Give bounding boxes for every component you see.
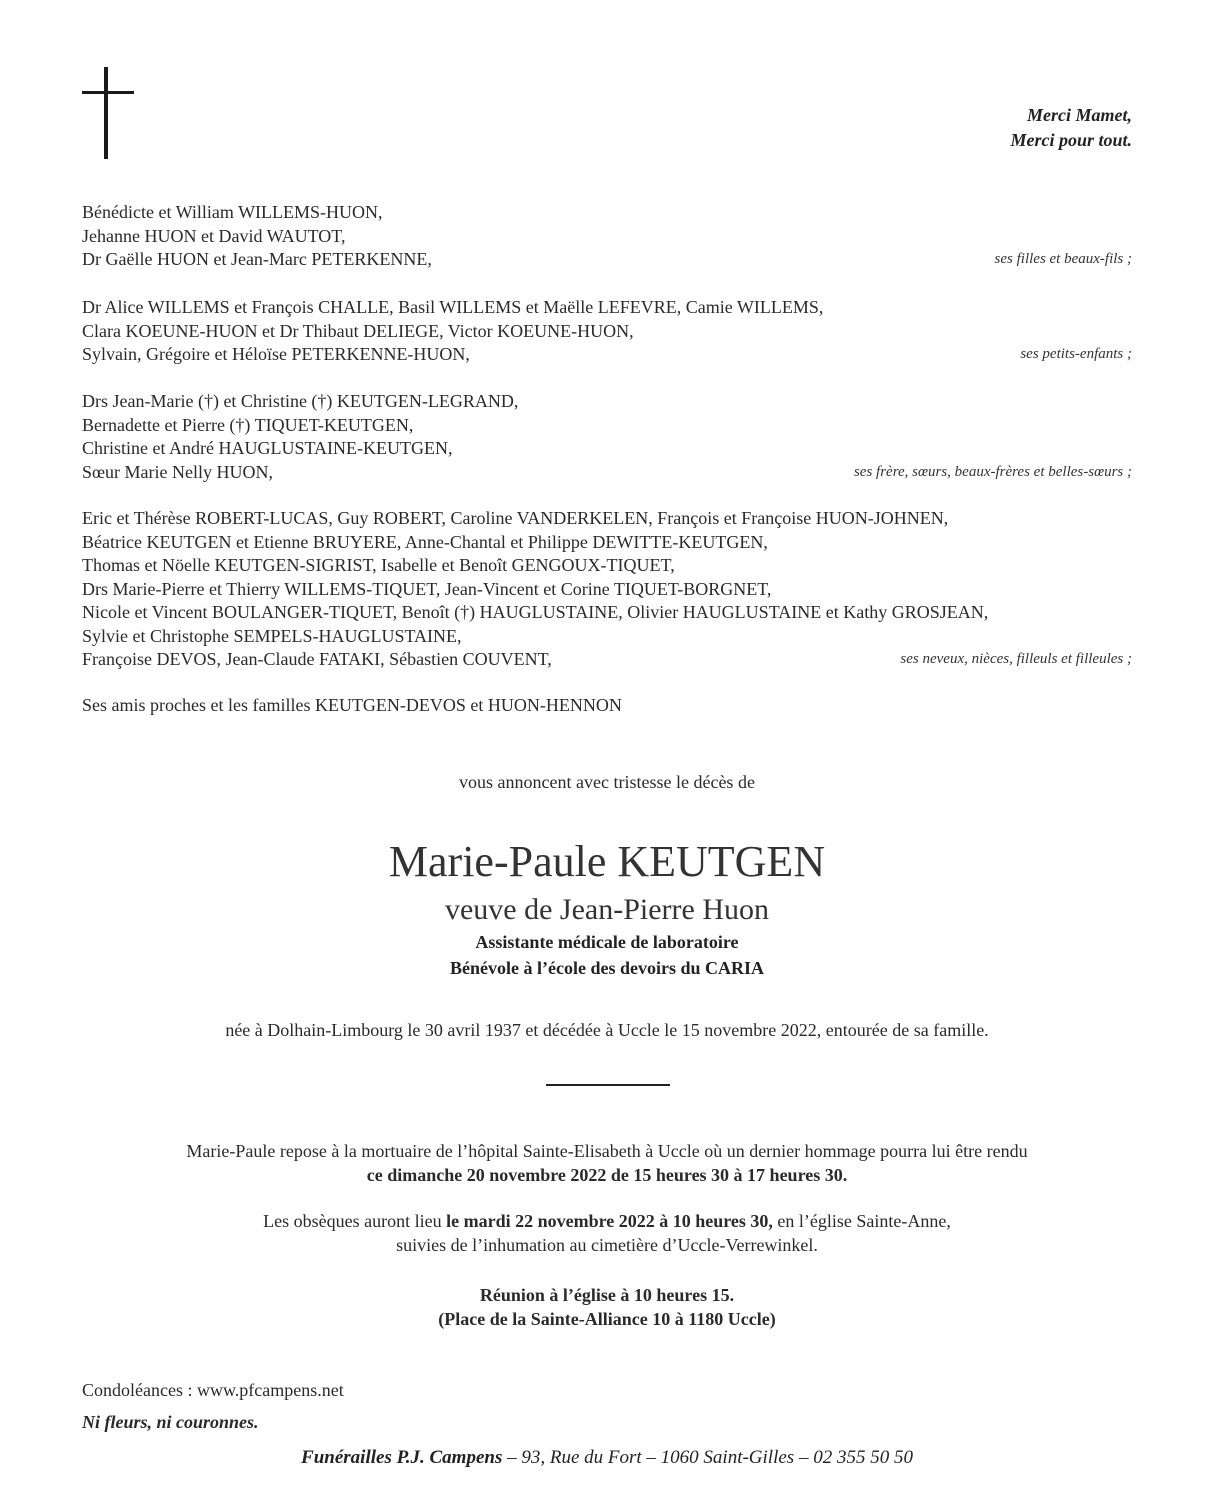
hommage-line-2: ce dimanche 20 novembre 2022 de 15 heures 30 à 17 heures 30.: [366, 1165, 848, 1185]
funeral-date: le mardi 22 novembre 2022 à 10 heures 30,: [446, 1211, 773, 1231]
family-line: Sylvie et Christophe SEMPELS-HAUGLUSTAINE,: [82, 625, 462, 646]
family-line: Françoise DEVOS, Jean-Claude FATAKI, Sébastien COUVENT,: [82, 649, 552, 669]
family-line: Eric et Thérèse ROBERT-LUCAS, Guy ROBERT, Caroline VANDERKELEN, François et Françoise HUON-JOHNEN,: [82, 508, 949, 528]
family-line: Bernadette et Pierre (†) TIQUET-KEUTGEN,: [82, 414, 414, 435]
announcement: vous annoncent avec tristesse le décès de: [459, 772, 755, 792]
funeral-home-address: – 93, Rue du Fort – 1060 Saint-Gilles – 02 355 50 50: [502, 1447, 913, 1468]
merci-line-2: Merci pour tout.: [1010, 130, 1132, 150]
birth-death-line: née à Dolhain-Limbourg le 30 avril 1937 et décédée à Uccle le 15 novembre 2022, entourée de sa famille.: [225, 1020, 989, 1040]
family-line: Bénédicte et William WILLEMS-HUON,: [82, 202, 383, 222]
family-line: Jehanne HUON et David WAUTOT,: [82, 225, 346, 246]
widow-of: veuve de Jean-Pierre Huon: [444, 893, 770, 926]
family-role: ses neveux, nièces, filleuls et filleules ;: [900, 651, 1132, 667]
funeral-prefix: Les obsèques auront lieu: [263, 1211, 447, 1231]
funeral-home-name: Funérailles P.J. Campens: [301, 1447, 503, 1468]
meeting-line-1: Réunion à l’église à 10 heures 15.: [479, 1285, 735, 1305]
funeral-line-1: [0, 1209, 1214, 1233]
family-line: Drs Jean-Marie (†) et Christine (†) KEUTGEN-LEGRAND,: [82, 391, 519, 411]
family-line: Dr Alice WILLEMS et François CHALLE, Basil WILLEMS et Maëlle LEFEVRE, Camie WILLEMS,: [82, 297, 824, 317]
family-group-siblings: [82, 390, 1132, 484]
meeting-paragraph: [0, 1283, 1214, 1331]
family-line: Nicole et Vincent BOULANGER-TIQUET, Benoît (†) HAUGLUSTAINE, Olivier HAUGLUSTAINE et Kathy GROSJEAN,: [82, 602, 989, 622]
family-line: Sœur Marie Nelly HUON,: [82, 461, 273, 482]
family-group-nephews: [82, 507, 1132, 672]
family-group-friends: [82, 694, 1132, 718]
no-flowers-note: Ni fleurs, ni couronnes.: [82, 1412, 259, 1432]
family-group-grandchildren: [82, 296, 1132, 367]
family-line: Clara KOEUNE-HUON et Dr Thibaut DELIEGE, Victor KOEUNE-HUON,: [82, 320, 634, 341]
occupation-1: Assistante médicale de laboratoire: [475, 932, 739, 952]
divider: [546, 1084, 670, 1086]
funeral-home-footer: [0, 1447, 1214, 1469]
family-line: Drs Marie-Pierre et Thierry WILLEMS-TIQUET, Jean-Vincent et Corine TIQUET-BORGNET,: [82, 578, 772, 599]
condolences-line: Condoléances : www.pfcampens.net: [82, 1380, 344, 1400]
funeral-suffix: en l’église Sainte-Anne,: [772, 1211, 951, 1231]
family-group-daughters: [82, 201, 1132, 272]
deceased-name: Marie-Paule KEUTGEN: [388, 837, 826, 886]
hommage-line-1: Marie-Paule repose à la mortuaire de l’hôpital Sainte-Elisabeth à Uccle où un dernier hommage pourra lui être rendu: [186, 1141, 1028, 1161]
family-role: ses petits-enfants ;: [1020, 346, 1132, 362]
family-line: Béatrice KEUTGEN et Etienne BRUYERE, Anne-Chantal et Philippe DEWITTE-KEUTGEN,: [82, 531, 768, 552]
funeral-line-2: suivies de l’inhumation au cimetière d’Uccle-Verrewinkel.: [396, 1235, 818, 1255]
funeral-paragraph: [0, 1209, 1214, 1257]
family-line: Thomas et Nöelle KEUTGEN-SIGRIST, Isabelle et Benoît GENGOUX-TIQUET,: [82, 555, 675, 575]
family-line: Christine et André HAUGLUSTAINE-KEUTGEN,: [82, 438, 453, 458]
merci-note: [1010, 103, 1132, 153]
meeting-line-2: (Place de la Sainte-Alliance 10 à 1180 Uccle): [438, 1309, 776, 1329]
family-line: Sylvain, Grégoire et Héloïse PETERKENNE-HUON,: [82, 344, 470, 364]
family-line: Dr Gaëlle HUON et Jean-Marc PETERKENNE,: [82, 249, 432, 269]
family-role: ses frère, sœurs, beaux-frères et belles-sœurs ;: [853, 463, 1132, 480]
merci-line-1: Merci Mamet,: [1027, 105, 1132, 125]
hommage-paragraph: [0, 1139, 1214, 1187]
cross-icon: [80, 67, 134, 159]
occupation-2: Bénévole à l’école des devoirs du CARIA: [450, 958, 764, 978]
family-role: ses filles et beaux-fils ;: [994, 251, 1132, 267]
family-line: Ses amis proches et les familles KEUTGEN-DEVOS et HUON-HENNON: [82, 695, 622, 715]
